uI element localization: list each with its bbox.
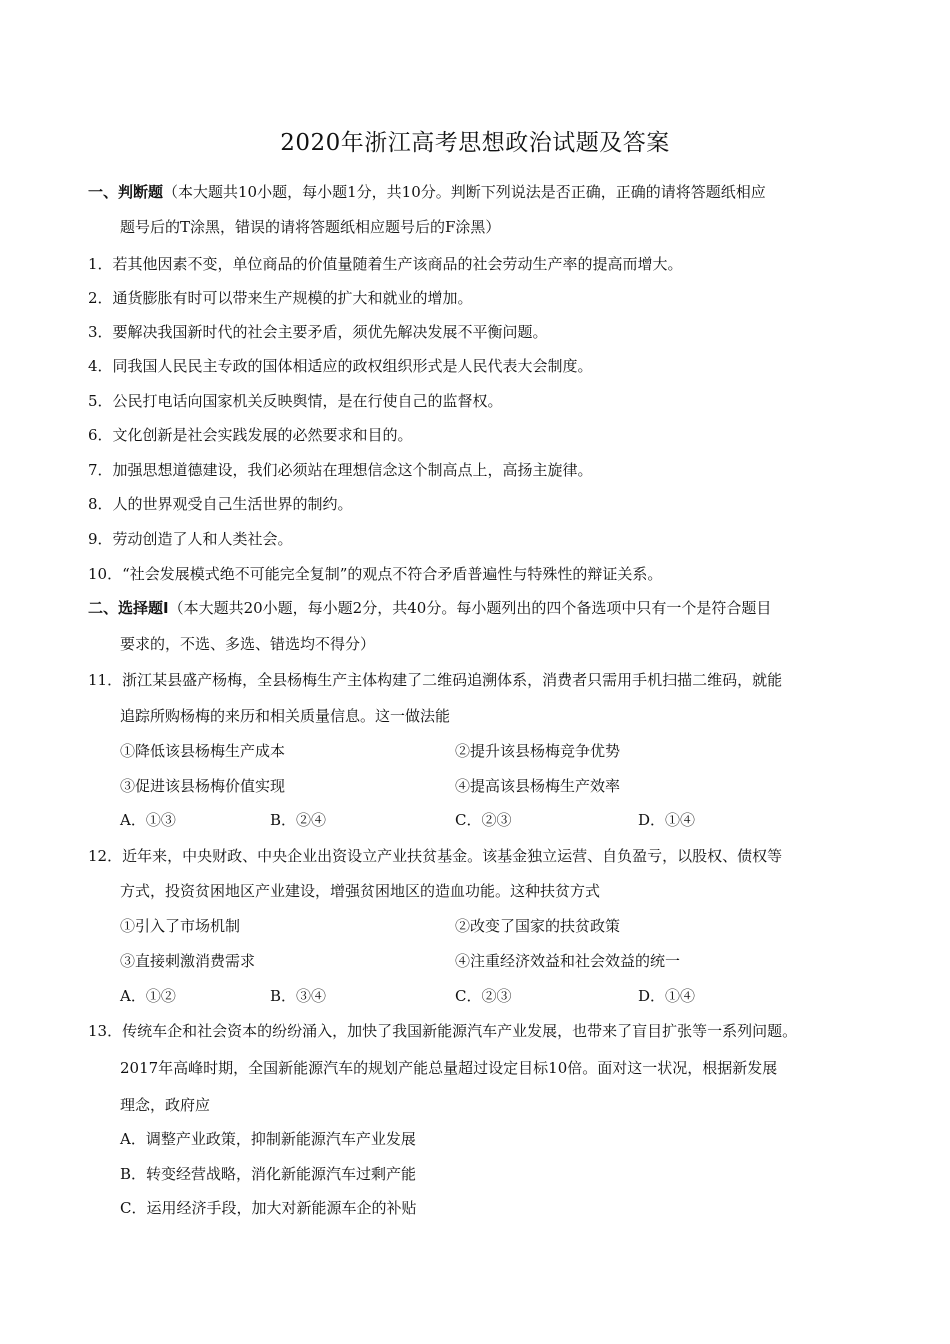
judgment-item-5: 5．公民打电话向国家机关反映舆情，是在行使自己的监督权。 (88, 392, 503, 410)
section1-instructions-cont: 题号后的T涂黑，错误的请将答题纸相应题号后的F涂黑） (120, 218, 501, 236)
question-11-option-a: A．①③ (120, 811, 176, 829)
question-13-option-b: B．转变经营战略，消化新能源汽车过剩产能 (120, 1165, 417, 1183)
question-12-statement-1: ①引入了市场机制 (120, 917, 241, 935)
question-11-stem-cont: 追踪所购杨梅的来历和相关质量信息。这一做法能 (120, 707, 451, 725)
question-12-stem-cont: 方式，投资贫困地区产业建设，增强贫困地区的造血功能。这种扶贫方式 (120, 882, 601, 900)
question-11-option-c: C．②③ (455, 811, 512, 829)
section2-label: 二、选择题Ⅰ (88, 599, 169, 617)
question-11-statement-3: ③促进该县杨梅价值实现 (120, 777, 286, 795)
question-11-statement-1: ①降低该县杨梅生产成本 (120, 742, 286, 760)
question-12-stem: 12．近年来，中央财政、中央企业出资设立产业扶贫基金。该基金独立运营、自负盈亏，以股权、债权等 (88, 847, 783, 865)
judgment-item-2: 2．通货膨胀有时可以带来生产规模的扩大和就业的增加。 (88, 289, 473, 307)
section2-instructions-cont: 要求的，不选、多选、错选均不得分） (120, 635, 376, 653)
section1-instructions: （本大题共10小题，每小题1分，共10分。判断下列说法是否正确，正确的请将答题纸相应 (163, 183, 766, 201)
judgment-item-4: 4．同我国人民民主专政的国体相适应的政权组织形式是人民代表大会制度。 (88, 357, 593, 375)
judgment-item-8: 8．人的世界观受自己生活世界的制约。 (88, 495, 353, 513)
question-11-option-d: D．①④ (638, 811, 696, 829)
question-11-option-b: B．②④ (270, 811, 327, 829)
judgment-item-6: 6．文化创新是社会实践发展的必然要求和目的。 (88, 426, 413, 444)
question-12-statement-2: ②改变了国家的扶贫政策 (455, 917, 621, 935)
question-12-statement-3: ③直接刺激消费需求 (120, 952, 256, 970)
section2-instructions: （本大题共20小题，每小题2分，共40分。每小题列出的四个备选项中只有一个是符合题目 (168, 599, 772, 617)
question-11-stem: 11．浙江某县盛产杨梅，全县杨梅生产主体构建了二维码追溯体系，消费者只需用手机扫描二维码，就能 (88, 671, 783, 689)
question-11-statement-2: ②提升该县杨梅竞争优势 (455, 742, 621, 760)
question-13-stem-cont-1: 2017年高峰时期，全国新能源汽车的规划产能总量超过设定目标10倍。面对这一状况，根据新发展 (120, 1059, 778, 1077)
judgment-item-3: 3．要解决我国新时代的社会主要矛盾，须优先解决发展不平衡问题。 (88, 323, 548, 341)
question-13-option-c: C．运用经济手段，加大对新能源车企的补贴 (120, 1199, 417, 1217)
question-12-option-b: B．③④ (270, 987, 327, 1005)
question-12-option-d: D．①④ (638, 987, 696, 1005)
question-12-statement-4: ④注重经济效益和社会效益的统一 (455, 952, 681, 970)
judgment-item-1: 1．若其他因素不变，单位商品的价值量随着生产该商品的社会劳动生产率的提高而增大。 (88, 255, 683, 273)
question-12-option-a: A．①② (120, 987, 176, 1005)
question-13-stem-cont-2: 理念，政府应 (120, 1096, 211, 1114)
question-13-option-a: A．调整产业政策，抑制新能源汽车产业发展 (120, 1130, 416, 1148)
section1-header (88, 181, 766, 203)
page-title: 2020年浙江高考思想政治试题及答案 (280, 130, 670, 156)
question-11-statement-4: ④提高该县杨梅生产效率 (455, 777, 621, 795)
question-13-stem: 13．传统车企和社会资本的纷纷涌入，加快了我国新能源汽车产业发展，也带来了盲目扩张等一系列问题。 (88, 1022, 798, 1040)
section2-header (88, 597, 771, 619)
judgment-item-9: 9．劳动创造了人和人类社会。 (88, 530, 293, 548)
question-12-option-c: C．②③ (455, 987, 512, 1005)
judgment-item-10: 10．“社会发展模式绝不可能完全复制”的观点不符合矛盾普遍性与特殊性的辩证关系。 (88, 565, 663, 583)
judgment-item-7: 7．加强思想道德建设，我们必须站在理想信念这个制高点上，高扬主旋律。 (88, 461, 593, 479)
section1-label: 一、判断题 (88, 183, 164, 201)
